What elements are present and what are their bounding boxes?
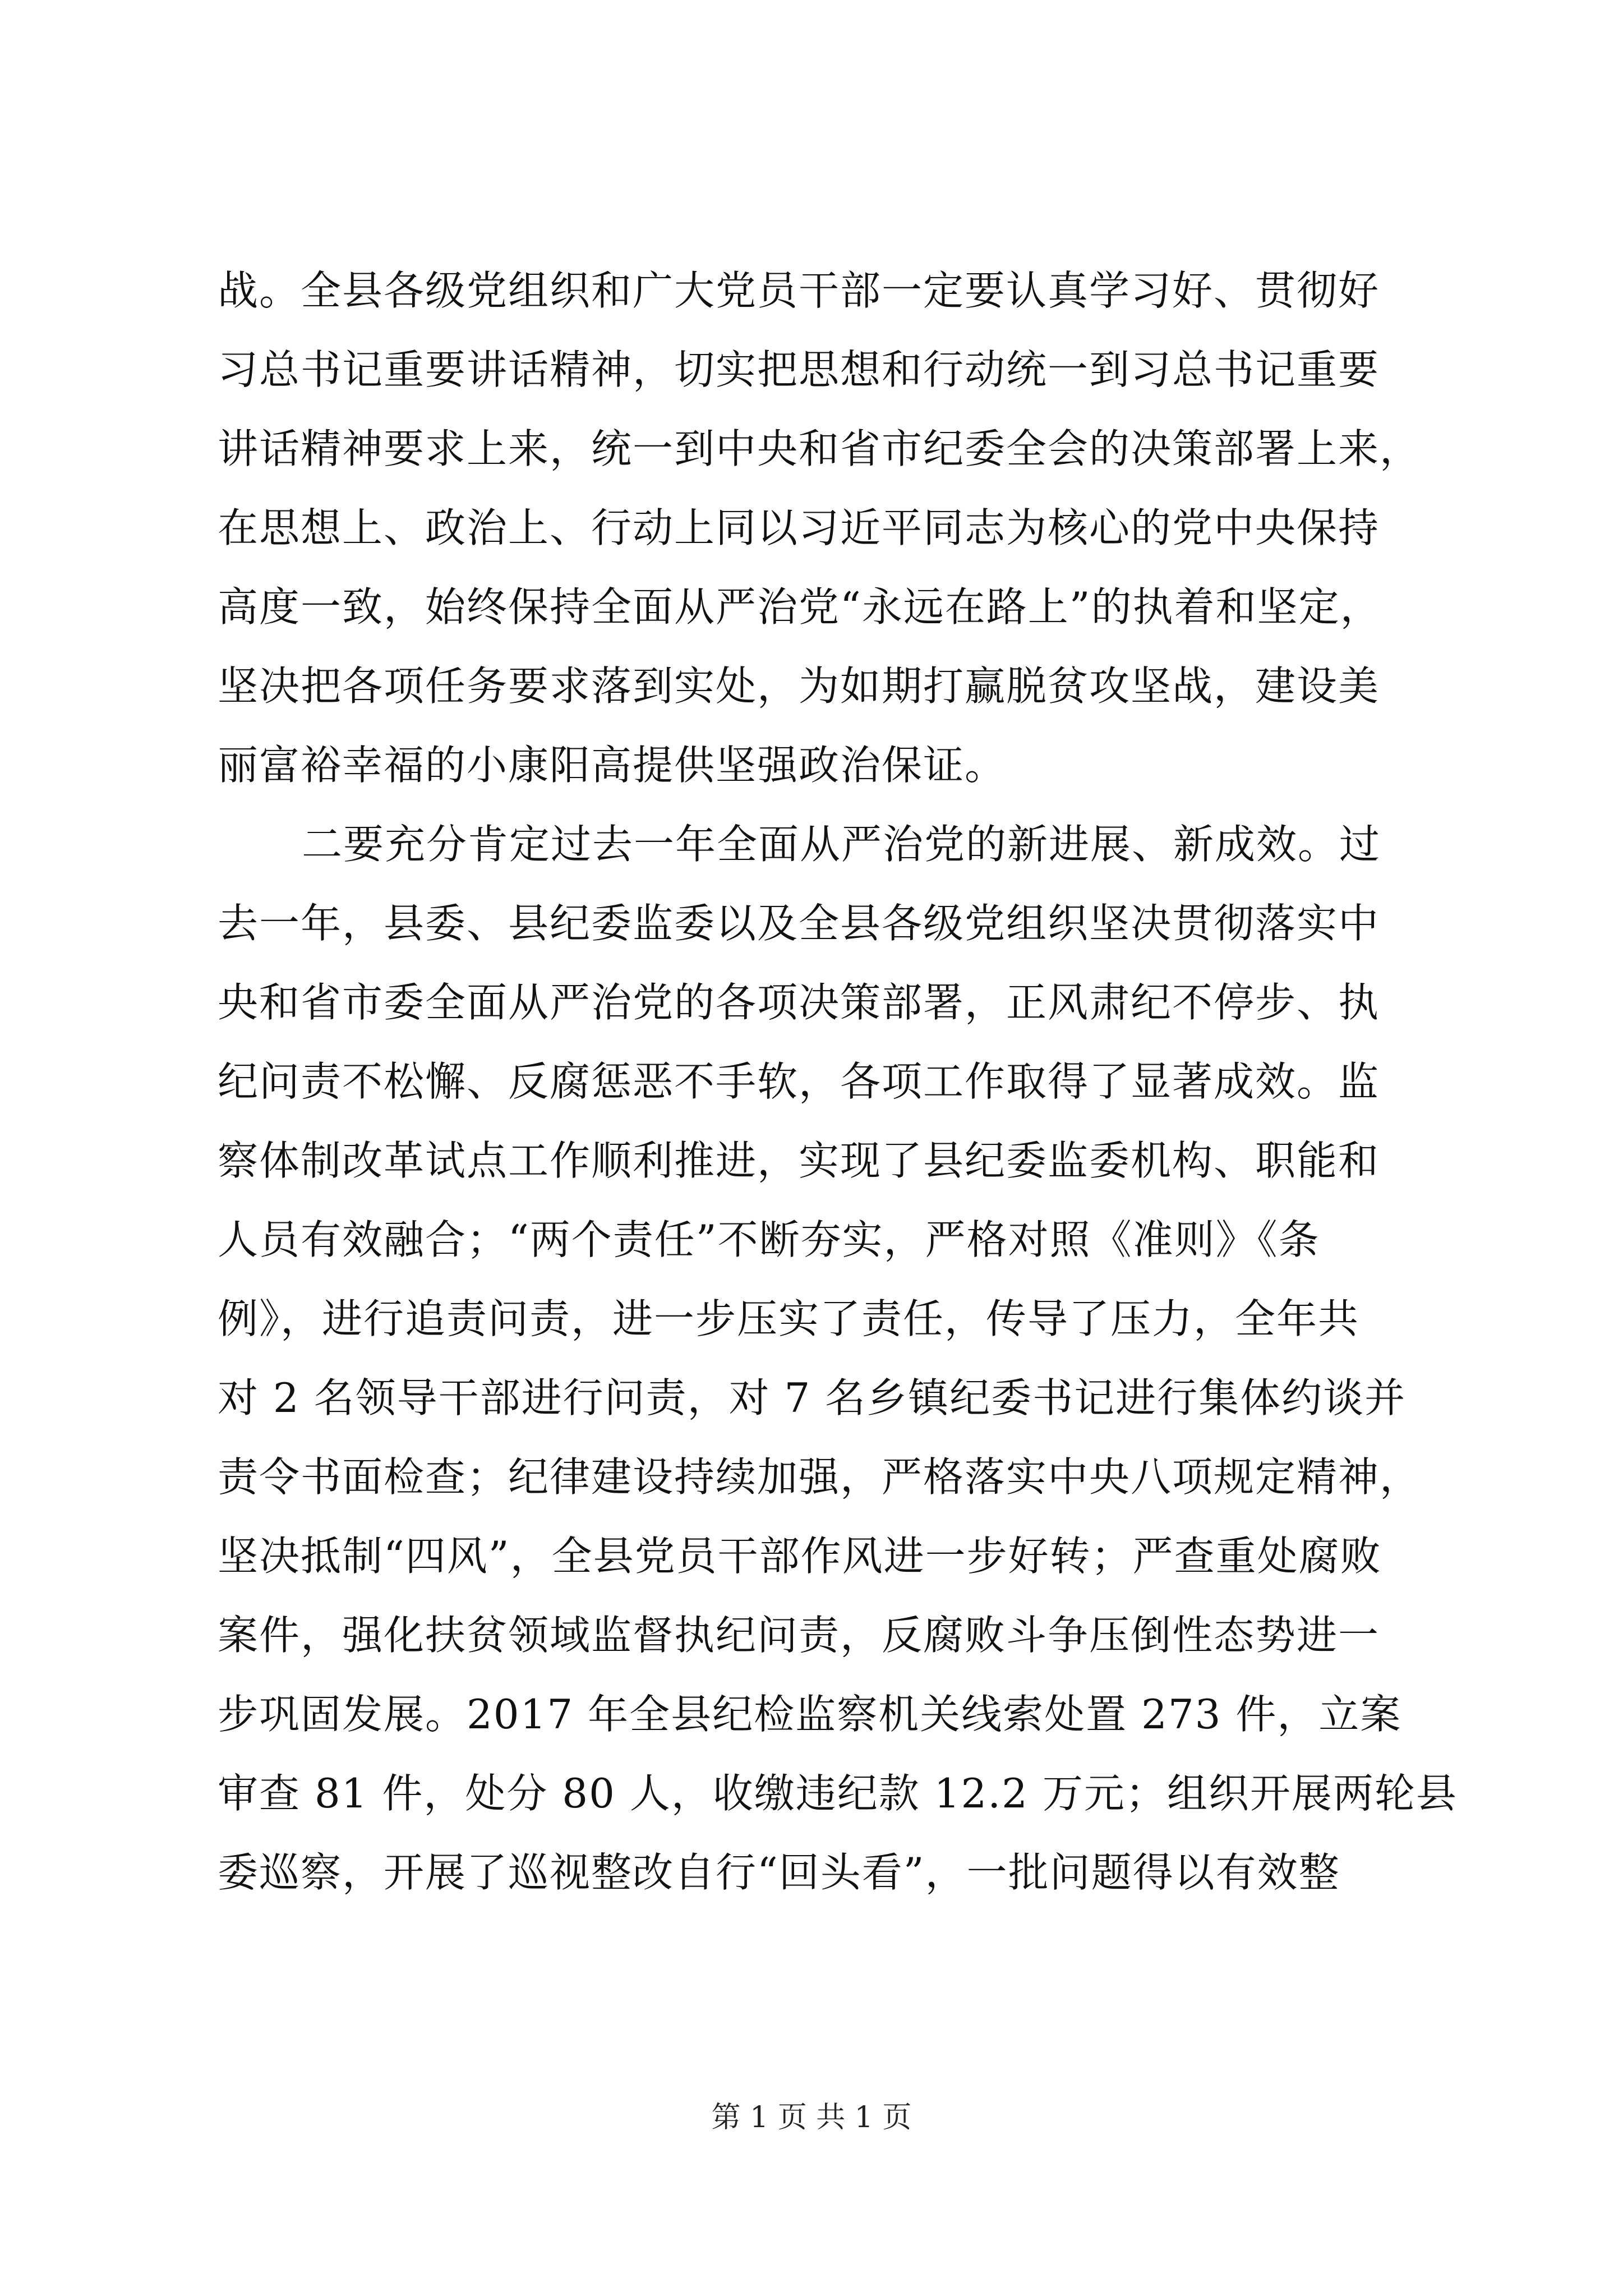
text-line: 纪问责不松懈、反腐惩恶不手软，各项工作取得了显著成效。监: [218, 1058, 1380, 1105]
text-line: 高度一致，始终保持全面从严治党“永远在路上”的执着和坚定，: [218, 583, 1382, 631]
text-line: 丽富裕幸福的小康阳高提供坚强政治保证。: [218, 742, 1007, 789]
text-line: 讲话精神要求上来，统一到中央和省市纪委全会的决策部署上来，: [218, 425, 1422, 472]
text-line: 战。全县各级党组织和广大党员干部一定要认真学习好、贯彻好: [218, 267, 1380, 314]
text-line: 例》，进行追责问责，进一步压实了责任，传导了压力，全年共: [218, 1295, 1360, 1342]
text-line: 在思想上、政治上、行动上同以习近平同志为核心的党中央保持: [218, 504, 1380, 551]
page-footer: 第 1 页 共 1 页: [711, 2101, 912, 2134]
text-line: 人员有效融合；“两个责任”不断夯实，严格对照《准则》《条: [218, 1216, 1320, 1263]
text-line: 察体制改革试点工作顺利推进，实现了县纪委监委机构、职能和: [218, 1137, 1380, 1184]
text-line: 责令书面检查；纪律建设持续加强，严格落实中央八项规定精神，: [218, 1453, 1422, 1501]
text-line: 去一年，县委、县纪委监委以及全县各级党组织坚决贯彻落实中: [218, 900, 1380, 947]
text-line: 对 2 名领导干部进行问责，对 7 名乡镇纪委书记进行集体约谈并: [218, 1374, 1407, 1421]
text-line: 委巡察，开展了巡视整改自行“回头看”，一批问题得以有效整: [218, 1849, 1340, 1896]
text-line: 坚决抵制“四风”，全县党员干部作风进一步好转；严查重处腐败: [218, 1533, 1382, 1580]
text-line: 案件，强化扶贫领域监督执纪问责，反腐败斗争压倒性态势进一: [218, 1612, 1380, 1659]
text-line: 习总书记重要讲话精神，切实把思想和行动统一到习总书记重要: [218, 346, 1380, 393]
text-line: 央和省市委全面从严治党的各项决策部署，正风肃纪不停步、执: [218, 979, 1380, 1026]
text-line: 审查 81 件，处分 80 人，收缴违纪款 12.2 万元；组织开展两轮县: [218, 1770, 1458, 1817]
text-line: 坚决把各项任务要求落到实处，为如期打赢脱贫攻坚战，建设美: [218, 662, 1380, 710]
text-line: 步巩固发展。2017 年全县纪检监察机关线索处置 273 件，立案: [218, 1691, 1402, 1738]
paragraph-first-line: 二要充分肯定过去一年全面从严治党的新进展、新成效。过: [302, 821, 1381, 868]
